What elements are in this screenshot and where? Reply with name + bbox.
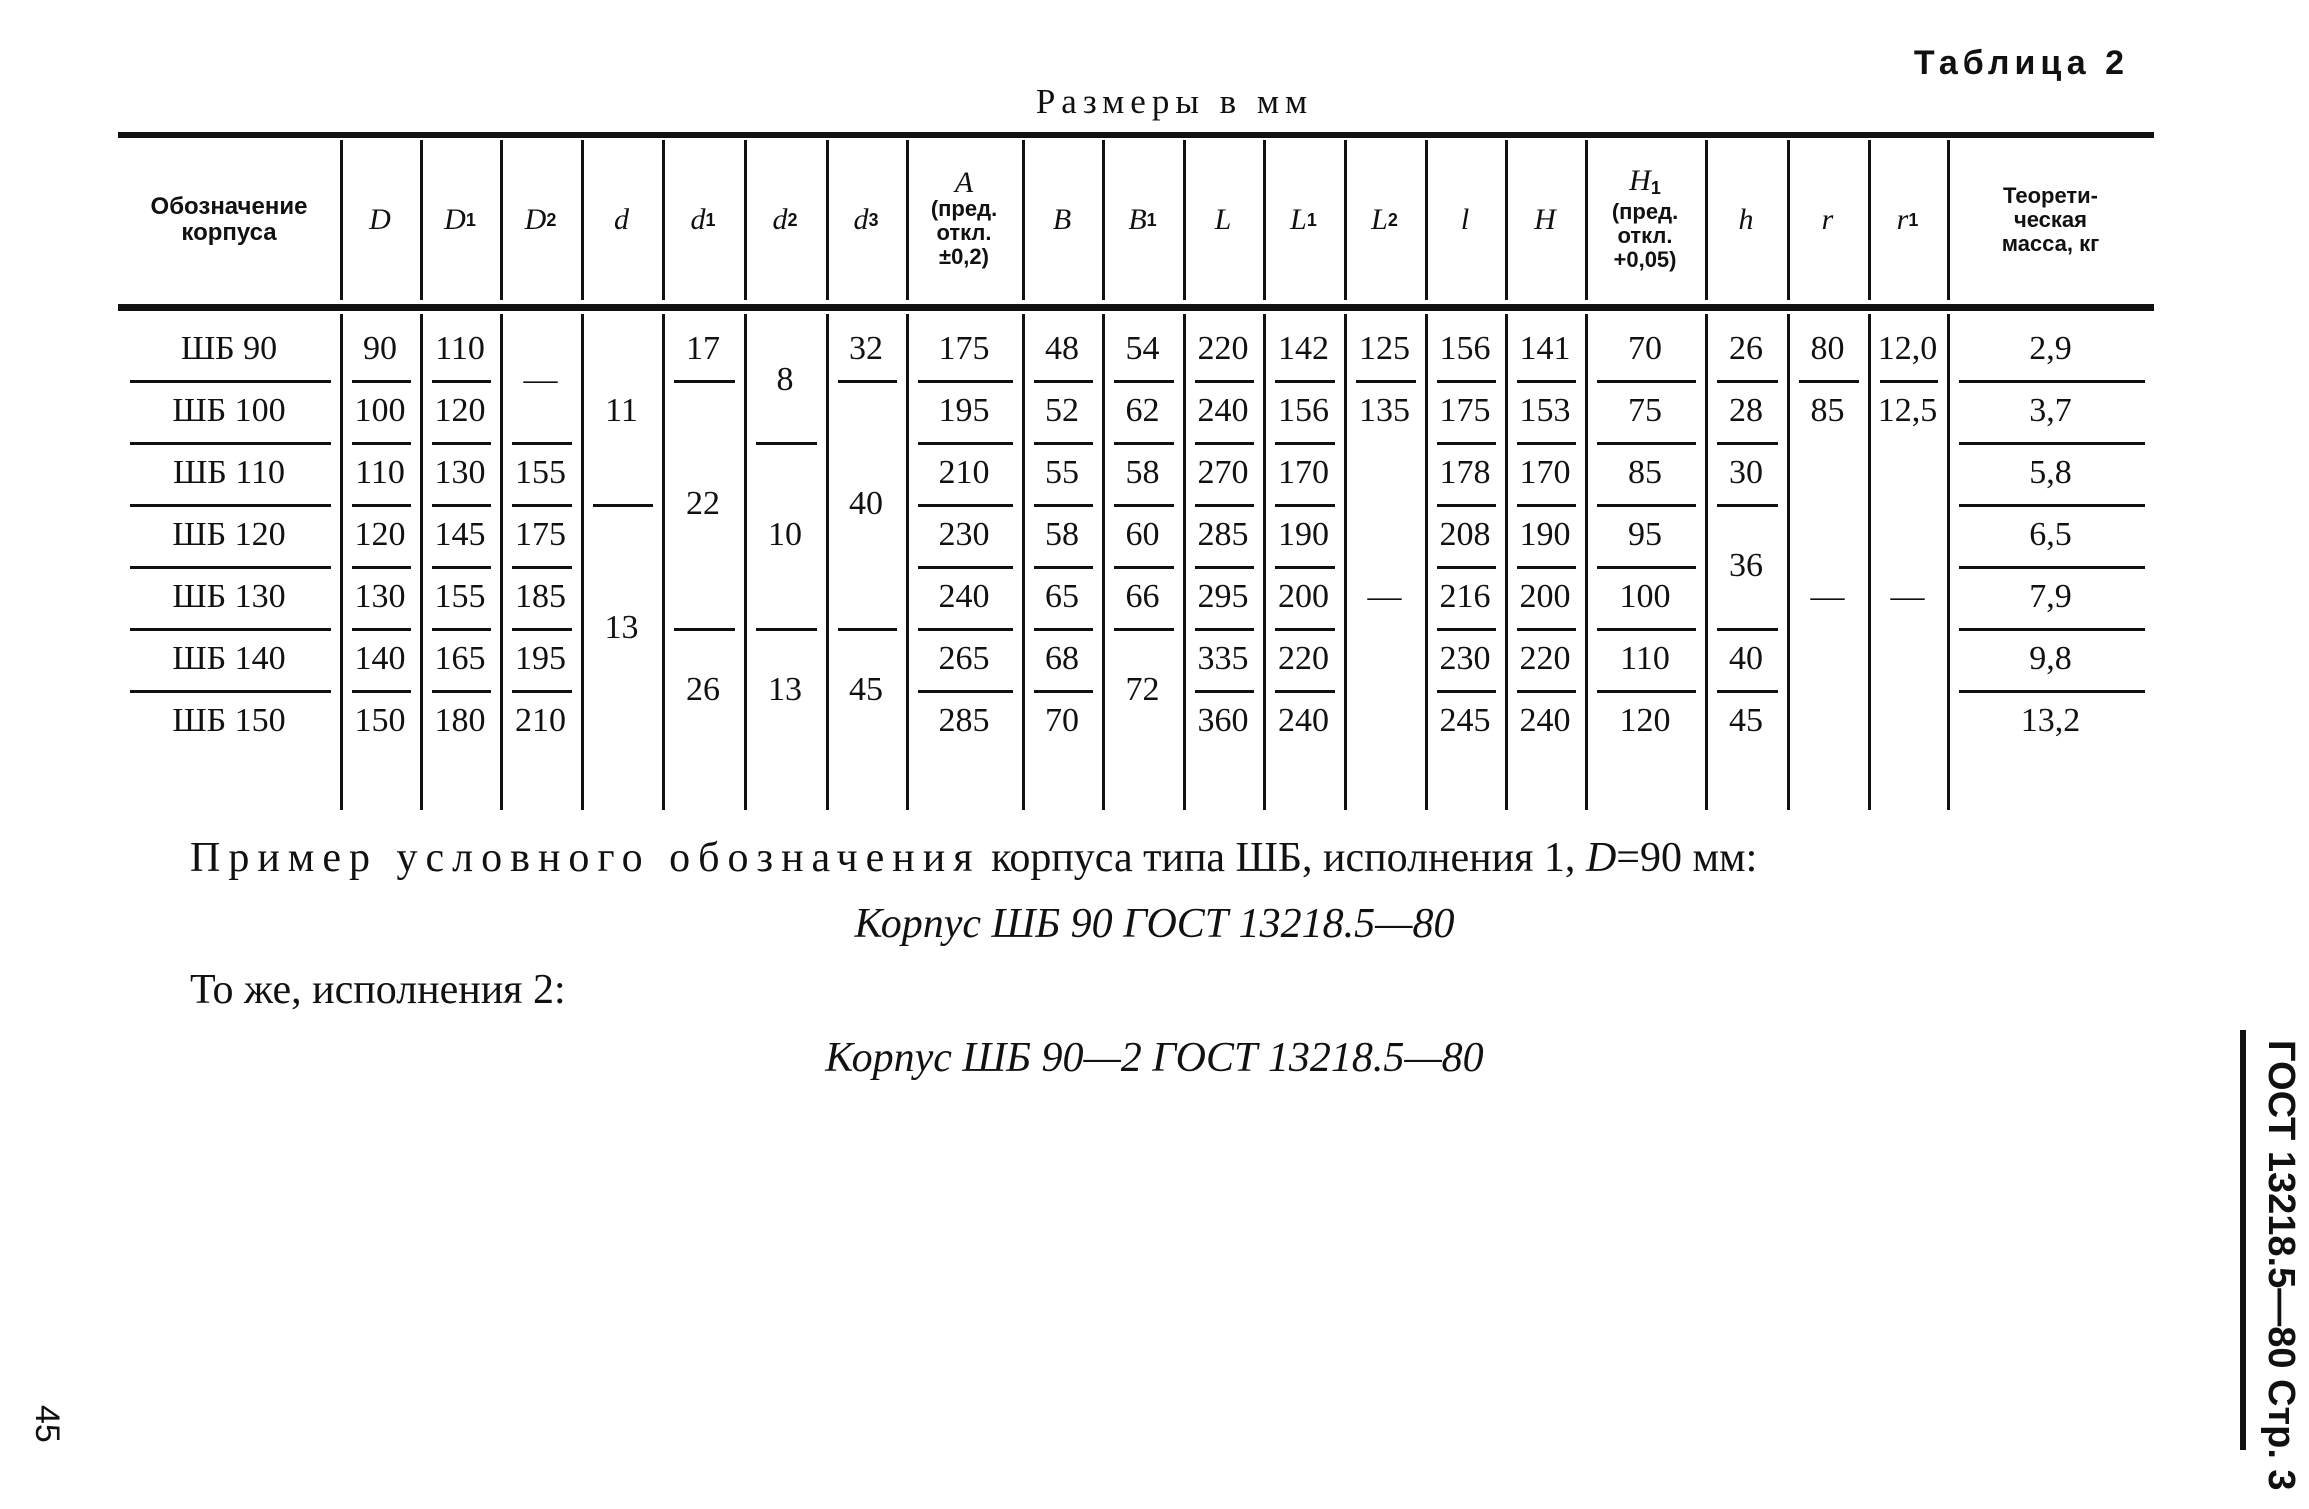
- table-cell: 141: [1519, 330, 1571, 367]
- merged-cell: 26: [1729, 330, 1763, 367]
- table-cell: 155: [434, 578, 486, 615]
- merged-cell: 12,5: [1877, 392, 1938, 429]
- column-header-l: [1183, 140, 1263, 300]
- header-text: (пред. откл. +0,05): [1611, 198, 1679, 272]
- side-rule: [2240, 1030, 2246, 1450]
- table-cell: 175: [1439, 392, 1491, 429]
- table-top-rule: [118, 132, 2154, 138]
- merged-cell: 30: [1729, 454, 1763, 491]
- table-cell: 13,2: [2020, 702, 2081, 739]
- header-symbol: L: [1371, 203, 1388, 236]
- table-cell: 216: [1439, 578, 1491, 615]
- merged-cell: 125: [1359, 330, 1410, 367]
- header-symbol: L: [1214, 203, 1232, 236]
- merged-cell: 40: [849, 485, 883, 522]
- table-cell: 230: [1439, 640, 1491, 677]
- header-subscript: 1: [1146, 210, 1157, 230]
- table-cell: 240: [1278, 702, 1329, 739]
- merged-cell: 45: [849, 671, 883, 708]
- table-cell: 3,7: [2029, 392, 2072, 429]
- table-cell: 285: [938, 702, 990, 739]
- row-designation: ШБ 90: [180, 330, 278, 367]
- table-cell: 70: [1045, 702, 1079, 739]
- table-cell: 270: [1197, 454, 1249, 491]
- column-header-h: [1505, 140, 1585, 300]
- table-cell: 230: [938, 516, 990, 553]
- example-D-value: =90 мм:: [1616, 835, 1758, 881]
- table-cell: 130: [354, 578, 406, 615]
- header-symbol: D: [369, 203, 391, 236]
- column-header-d1: [662, 140, 744, 300]
- table-cell: 165: [434, 640, 486, 677]
- table-cell: 100: [354, 392, 406, 429]
- column-header-r: [1787, 140, 1868, 300]
- merged-cell: 60: [1125, 516, 1160, 553]
- merged-cell: 28: [1729, 392, 1763, 429]
- table-cell: 120: [1619, 702, 1671, 739]
- column-header-h: [1705, 140, 1787, 300]
- merged-cell: 13: [604, 609, 639, 646]
- merged-cell: 17: [686, 330, 720, 367]
- header-subscript: 1: [1650, 177, 1661, 198]
- table-cell: 220: [1519, 640, 1571, 677]
- merged-cell: 66: [1125, 578, 1160, 615]
- header-symbol: h: [1738, 203, 1754, 236]
- header-symbol: d: [690, 203, 706, 236]
- merged-cell: 62: [1125, 392, 1160, 429]
- header-symbol: H: [1629, 163, 1651, 197]
- table-cell: 156: [1439, 330, 1491, 367]
- table-cell: 295: [1197, 578, 1249, 615]
- merged-cell: 12,0: [1877, 330, 1938, 367]
- table-cell: 360: [1197, 702, 1249, 739]
- merged-cell: 58: [1125, 454, 1160, 491]
- merged-cell: 26: [686, 671, 720, 708]
- merged-cell: 32: [849, 330, 883, 367]
- row-designation: ШБ 110: [172, 454, 286, 491]
- header-symbol: r: [1896, 203, 1909, 236]
- header-symbol: D: [524, 203, 547, 236]
- table-cell: 190: [1519, 516, 1571, 553]
- column-header-d2: [744, 140, 826, 300]
- header-symbol: B: [1052, 203, 1072, 236]
- column-header-d1: [420, 140, 500, 300]
- header-symbol: l: [1460, 203, 1470, 236]
- table-cell: 150: [354, 702, 406, 739]
- column-header-d2: [500, 140, 581, 300]
- example-intro-spaced: Пример условного обозначения: [190, 835, 981, 881]
- table-cell: 208: [1439, 516, 1491, 553]
- row-designation: ШБ 100: [172, 392, 286, 429]
- header-text: Теорети- ческая масса, кг: [2001, 183, 2100, 256]
- table-cell: 178: [1439, 454, 1491, 491]
- merged-cell: 10: [768, 516, 802, 553]
- table-cell: —: [523, 361, 558, 398]
- row-designation: ШБ 120: [172, 516, 286, 553]
- table-cell: 120: [354, 516, 406, 553]
- table-cell: 52: [1045, 392, 1079, 429]
- merged-cell: 40: [1729, 640, 1763, 677]
- column-header-b: [1022, 140, 1102, 300]
- table-cell: 200: [1278, 578, 1329, 615]
- table-cell: 180: [434, 702, 486, 739]
- page-number: 45: [28, 1405, 66, 1443]
- merged-cell: 13: [768, 671, 802, 708]
- row-designation: ШБ 130: [172, 578, 286, 615]
- header-symbol: D: [444, 203, 466, 236]
- table-cell: 156: [1278, 392, 1329, 429]
- merged-cell: 22: [686, 485, 720, 522]
- table-cell: 85: [1628, 454, 1662, 491]
- table-cell: 120: [434, 392, 486, 429]
- header-subscript: 1: [705, 210, 716, 230]
- table-cell: 130: [434, 454, 486, 491]
- table-cell: 55: [1045, 454, 1079, 491]
- merged-cell: —: [1810, 578, 1845, 615]
- header-symbol: d: [772, 203, 788, 236]
- table-cell: 110: [355, 454, 405, 491]
- table-cell: 100: [1619, 578, 1671, 615]
- column-header-r1: [1868, 140, 1947, 300]
- header-subscript: 2: [787, 210, 798, 230]
- merged-cell: 72: [1125, 671, 1160, 708]
- side-standard-title: ГОСТ 13218.5—80 Стр. 3: [2260, 1040, 2302, 1491]
- table-cell: 170: [1519, 454, 1571, 491]
- table-cell: 175: [938, 330, 990, 367]
- table-cell: 155: [515, 454, 566, 491]
- table-cell: 58: [1045, 516, 1079, 553]
- table-cell: 2,9: [2029, 330, 2072, 367]
- table-cell: 9,8: [2029, 640, 2072, 677]
- header-symbol: B: [1128, 203, 1147, 236]
- merged-cell: —: [1367, 578, 1402, 615]
- header-symbol: r: [1821, 203, 1834, 236]
- table-cell: 185: [515, 578, 566, 615]
- table-cell: 68: [1045, 640, 1079, 677]
- table-cell: 145: [434, 516, 486, 553]
- column-header-l1: [1263, 140, 1344, 300]
- header-subscript: 2: [546, 210, 557, 230]
- column-header-h1: [1585, 140, 1705, 300]
- table-cell: 5,8: [2029, 454, 2072, 491]
- column-header-l: [1425, 140, 1505, 300]
- header-subscript: 1: [1908, 210, 1919, 230]
- example-designation-2: Корпус ШБ 90—2 ГОСТ 13218.5—80: [825, 1035, 1484, 1081]
- units-caption: Размеры в мм: [1035, 82, 1314, 121]
- merged-cell: —: [1890, 578, 1925, 615]
- column-header-designation: [118, 140, 340, 300]
- header-subscript: 1: [465, 210, 476, 230]
- column-header-d3: [826, 140, 906, 300]
- header-text: Обозначение корпуса: [150, 193, 308, 246]
- table-cell: 195: [938, 392, 990, 429]
- table-cell: 210: [938, 454, 990, 491]
- table-cell: 6,5: [2029, 516, 2072, 553]
- table-cell: 220: [1197, 330, 1249, 367]
- merged-cell: 135: [1359, 392, 1410, 429]
- column-header-b1: [1102, 140, 1183, 300]
- row-designation: ШБ 150: [172, 702, 286, 739]
- table-cell: 200: [1519, 578, 1571, 615]
- example-designation-1: Корпус ШБ 90 ГОСТ 13218.5—80: [854, 901, 1455, 947]
- table-cell: 210: [515, 702, 566, 739]
- merged-cell: 85: [1810, 392, 1845, 429]
- example-paragraph: [190, 834, 1757, 882]
- table-cell: 110: [1620, 640, 1670, 677]
- column-header-l2: [1344, 140, 1425, 300]
- table-cell: 142: [1278, 330, 1329, 367]
- table-cell: 90: [363, 330, 397, 367]
- table-cell: 265: [938, 640, 990, 677]
- header-symbol: A: [954, 166, 974, 199]
- header-symbol: d: [614, 203, 629, 236]
- table-cell: 140: [354, 640, 406, 677]
- table-cell: 110: [435, 330, 485, 367]
- column-header-d: [340, 140, 420, 300]
- header-subscript: 1: [1306, 210, 1317, 230]
- row-designation: ШБ 140: [172, 640, 286, 677]
- table-cell: 240: [938, 578, 990, 615]
- table-cell: 7,9: [2029, 578, 2072, 615]
- header-text: (пред. откл. ±0,2): [930, 196, 998, 269]
- header-subscript: 2: [1387, 210, 1398, 230]
- example-D-symbol: D: [1585, 835, 1617, 881]
- header-symbol: d: [853, 203, 869, 236]
- table-cell: 75: [1628, 392, 1662, 429]
- table-cell: 240: [1197, 392, 1249, 429]
- table-cell: 153: [1519, 392, 1571, 429]
- merged-cell: 80: [1810, 330, 1845, 367]
- merged-cell: 11: [605, 392, 638, 429]
- table-cell: 95: [1628, 516, 1662, 553]
- table-cell: 335: [1197, 640, 1249, 677]
- merged-cell: 36: [1729, 547, 1763, 584]
- table-cell: 240: [1519, 702, 1571, 739]
- table-cell: 245: [1439, 702, 1491, 739]
- table-cell: 170: [1278, 454, 1329, 491]
- table-cell: 220: [1278, 640, 1329, 677]
- header-subscript: 3: [868, 210, 879, 230]
- same-version-2-label: То же, исполнения 2:: [190, 967, 566, 1013]
- table-header-rule: [118, 304, 2154, 311]
- merged-cell: 54: [1125, 330, 1160, 367]
- column-header-a: [906, 140, 1022, 300]
- table-cell: 195: [515, 640, 566, 677]
- merged-cell: 45: [1729, 702, 1763, 739]
- header-symbol: H: [1534, 203, 1556, 236]
- table-cell: 175: [515, 516, 566, 553]
- example-intro-rest: корпуса типа ШБ, исполнения 1,: [980, 835, 1586, 881]
- header-symbol: L: [1290, 203, 1307, 236]
- table-cell: 285: [1197, 516, 1249, 553]
- table-cell: 190: [1278, 516, 1329, 553]
- table-cell: 70: [1628, 330, 1662, 367]
- table-label: Таблица 2: [1913, 44, 2129, 82]
- column-header-d: [581, 140, 662, 300]
- merged-cell: 8: [776, 361, 794, 398]
- column-header-mass: [1947, 140, 2154, 300]
- table-cell: 65: [1045, 578, 1079, 615]
- table-cell: 48: [1045, 330, 1079, 367]
